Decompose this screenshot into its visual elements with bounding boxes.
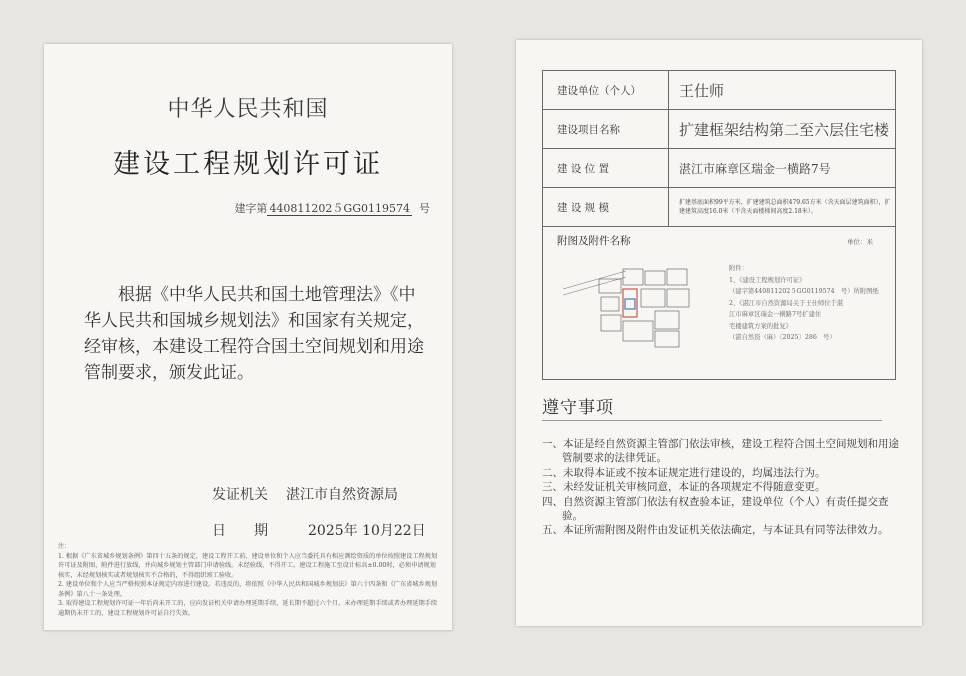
rule-item: 三、未经发证机关审核同意，本证的各项规定不得随意变更。 bbox=[542, 481, 826, 493]
unit-label: 建设单位（个人） bbox=[543, 71, 669, 110]
attachment-item: （湛自然资（麻）〔2025〕286 号） bbox=[729, 334, 836, 341]
attachment-item: 1、《建设工程规划许可证》 bbox=[729, 276, 806, 284]
attachment-item: 江市麻章区瑞金一横路7号扩建住 bbox=[729, 311, 822, 318]
date-label: 日 期 bbox=[212, 523, 268, 539]
building-outline bbox=[655, 331, 679, 347]
table-row bbox=[543, 149, 896, 188]
table-row bbox=[543, 188, 896, 227]
building-outline bbox=[667, 289, 689, 307]
notes-line: 注： bbox=[58, 543, 71, 550]
attachment-list bbox=[729, 263, 889, 344]
issuer-label: 发证机关 bbox=[212, 487, 268, 503]
building-outline bbox=[601, 315, 621, 331]
issuer-value: 湛江市自然资源局 bbox=[286, 487, 398, 503]
attachment-unit: 单位：米 bbox=[847, 238, 873, 246]
table-row bbox=[543, 110, 896, 149]
table-row bbox=[543, 71, 896, 110]
rules-list bbox=[542, 437, 907, 538]
table-row bbox=[543, 227, 896, 380]
building-outline bbox=[655, 311, 679, 329]
date-value: 2025年 10月22日 bbox=[308, 523, 426, 539]
attachment-item: 附件： bbox=[729, 265, 748, 272]
notes-line: 3. 取得建设工程规划许可证一年后尚未开工的，应向发证机关申请办理延期手续，延长期不超过六个月。未办理延期手续或者办理延期手续逾期仍未开工的，建设工程规划许可证自行失效。 bbox=[58, 600, 438, 617]
rule-item: 一、本证是经自然资源主管部门依法审核，建设工程符合国土空间规划和用途管制要求的法律凭证。 bbox=[542, 438, 899, 464]
project-label: 建设项目名称 bbox=[543, 110, 669, 149]
building-outline bbox=[641, 289, 665, 307]
building-outline bbox=[645, 271, 665, 285]
issuer-row bbox=[212, 484, 398, 504]
building-outline bbox=[623, 321, 653, 341]
notes-line: 1. 根据《广东省城乡规划条例》第四十五条的规定，建设工程开工前，建设单位和个人应当委托具有相应测绘资质的单位按照建设工程规划许可证及附图、附件进行放线，并向城乡规划主管部门申请验线。未经验线，不得开工。建设工程施工至设计标高±0.00时，必须申请规划核实，未经规划核实或者规划核实不合格的，不得组织竣工验收。 bbox=[58, 552, 438, 579]
certificate-left-page bbox=[44, 44, 452, 630]
attachment-cell bbox=[543, 227, 896, 380]
building-outline bbox=[599, 279, 621, 293]
attachment-item: （建字第440811202５GG0119574 号）所附图纸 bbox=[729, 288, 879, 295]
rule-item: 二、未取得本证或不按本证规定进行建设的，均属违法行为。 bbox=[542, 466, 826, 479]
number-prefix: 建字第 bbox=[234, 202, 268, 215]
divider bbox=[542, 420, 882, 421]
scale-label: 建 设 规 模 bbox=[543, 188, 669, 227]
project-info-table bbox=[542, 70, 896, 380]
attachment-item: 2、《湛江市自然资源局关于王仕师位于湛 bbox=[729, 299, 844, 307]
notes-line: 2. 建设单位和个人应当严格按照本证规定内容进行建设。若违反的，将依照《中华人民共和国城乡规划法》第六十四条和《广东省城乡规划条例》第八十一条处理。 bbox=[58, 581, 438, 598]
scale-value: 扩建基底面积99平方米，扩建建筑总面积479.65方米（含天面层建筑面积），扩建建筑高度16.0米（不含天面楼梯间高度2.18米）。 bbox=[669, 188, 896, 227]
rule-item: 五、本证所需附图及附件由发证机关依法确定，与本证具有同等法律效力。 bbox=[542, 524, 889, 536]
country-name: 中华人民共和国 bbox=[167, 97, 329, 122]
certificate-title: 建设工程规划许可证 bbox=[113, 149, 383, 180]
building-outline bbox=[667, 269, 687, 285]
project-value: 扩建框架结构第二至六层住宅楼 bbox=[669, 110, 896, 149]
number-value: 440811202５GG0119574 bbox=[269, 202, 410, 215]
rule-item: 四、自然资源主管部门依法有权查验本证，建设单位（个人）有责任提交查验。 bbox=[542, 495, 889, 522]
notes-block bbox=[58, 542, 438, 618]
building-outline bbox=[601, 297, 619, 311]
obey-title: 遵守事项 bbox=[542, 398, 614, 418]
certificate-right-page bbox=[516, 40, 922, 626]
attachment-item: 宅楼建筑方案的批复》 bbox=[729, 322, 792, 330]
project-building bbox=[625, 299, 635, 309]
site-plan-thumbnail bbox=[561, 261, 711, 351]
number-suffix: 号 bbox=[419, 202, 430, 215]
location-value: 湛江市麻章区瑞金一横路7号 bbox=[669, 149, 896, 188]
attachment-label: 附图及附件名称 bbox=[557, 235, 631, 247]
unit-value: 王仕师 bbox=[669, 71, 896, 110]
certificate-number bbox=[234, 200, 430, 216]
location-label: 建 设 位 置 bbox=[543, 149, 669, 188]
certificate-body: 根据《中华人民共和国土地管理法》《中华人民共和国城乡规划法》和国家有关规定，经审核，本建设工程符合国土空间规划和用途管制要求，颁发此证。 bbox=[84, 285, 424, 383]
date-row bbox=[212, 520, 426, 540]
